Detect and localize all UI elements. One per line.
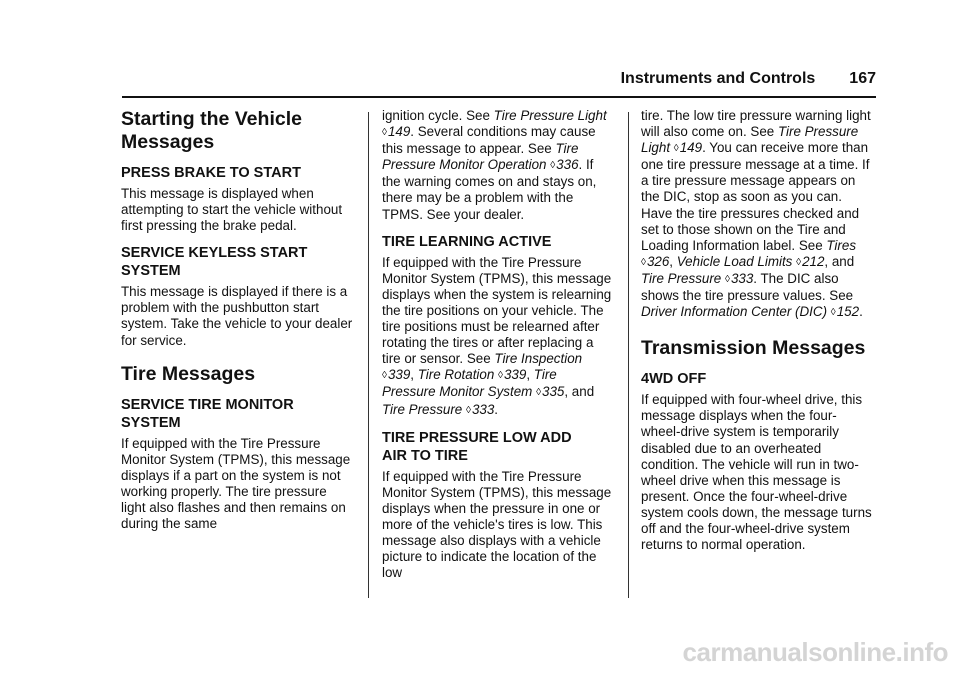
text: . You can receive more than one tire pressure message at a time. If a tire pressure message appears on the DIC, stop as soon as you can. Have the tire pressures checked and set to those shown on the Tire and Loading Information label. See [641,140,870,253]
text: , [410,367,418,383]
page-ref-number[interactable]: 339 [503,367,527,383]
page-ref-icon: ◊ [498,370,503,382]
page-ref-number[interactable]: 149 [679,140,703,156]
link-tire-pressure-light[interactable]: Tire Pressure Light [493,108,607,123]
column-2 [382,108,614,581]
page-ref-number[interactable]: 333 [471,401,495,417]
paragraph-press-brake: This message is displayed when attempting to start the vehicle without first pressing the brake pedal. [121,186,343,234]
link-tpm-system[interactable]: Tire Pressure Monitor System [382,367,557,400]
page-number: 167 [849,70,876,87]
paragraph-4wd-off: If equipped with four-wheel drive, this message displays when the four-wheel-drive system is temporarily disabled due to an overheated condition. The vehicle will run in two-wheel drive when this message is present. Once the four-wheel-drive system cools down, the message turns off and the four-wheel-drive system returns to normal operation. [641,392,872,553]
heading-line: SERVICE KEYLESS START [121,245,308,262]
page-ref-number[interactable]: 339 [387,367,411,383]
heading-tire-pressure-low [382,429,614,465]
heading-tire-learning-active: TIRE LEARNING ACTIVE [382,233,552,250]
link-tire-pressure-light[interactable]: Tire Pressure Light [641,124,859,156]
text: . The DIC also shows the tire pressure values. See [641,270,854,304]
page-ref-icon: ◊ [641,256,646,268]
column-divider [628,112,629,598]
watermark: carmanualsonline.info [682,637,948,667]
page-ref-number[interactable]: 212 [802,253,825,269]
page-header [122,70,876,98]
page-ref-icon: ◊ [673,143,679,155]
text: , [526,367,534,383]
page-ref-icon: ◊ [465,404,471,416]
page-ref-icon: ◊ [796,256,802,268]
text: , and [824,253,855,269]
heading-line: Starting the Vehicle [121,108,302,130]
page-ref-icon: ◊ [550,160,556,172]
page-ref-number[interactable]: 336 [556,157,579,173]
heading-line: AIR TO TIRE [382,447,468,464]
heading-transmission-messages: Transmission Messages [641,337,866,360]
text: tire. The low tire pressure warning light will also come on. See [641,108,871,140]
text: . If the warning comes on and stays on, there may be a problem with the TPMS. See your dealer. [382,157,597,222]
text: . Several conditions may cause this message to appear. See [382,124,596,157]
page-ref-icon: ◊ [536,387,542,399]
page-ref-number[interactable]: 152 [836,304,860,320]
page-ref-icon: ◊ [724,273,730,285]
page-ref-number[interactable]: 335 [542,384,565,400]
link-tire-inspection[interactable]: Tire Inspection [494,351,583,367]
link-vehicle-load-limits[interactable]: Vehicle Load Limits [676,253,793,269]
link-tire-pressure[interactable]: Tire Pressure [641,270,722,286]
paragraph-tire-learning [382,255,614,419]
text: , [669,253,677,269]
page-ref-number[interactable]: 333 [730,270,754,286]
column-3 [641,108,873,553]
text: . [494,401,499,417]
heading-service-tire-monitor [121,396,353,432]
column-1 [121,108,353,532]
heading-line: TIRE PRESSURE LOW ADD [382,429,572,446]
heading-line: Messages [121,131,215,153]
text: . [859,304,863,320]
page-ref-icon: ◊ [382,127,387,139]
link-tpm-operation[interactable]: Tire Pressure Monitor Operation [382,141,579,173]
page-ref-icon: ◊ [830,307,836,319]
heading-starting-vehicle-messages [121,108,353,154]
heading-line: SYSTEM [121,263,181,280]
heading-tire-messages: Tire Messages [121,362,256,385]
text: If equipped with the Tire Pressure Monitor System (TPMS), this message displays when the system is relearning the tire positions on your vehicle. The tire positions must be relearned after rotating the tires or after replacing a tire or sensor. See [382,254,612,367]
heading-press-brake: PRESS BRAKE TO START [121,165,301,181]
heading-line: SYSTEM [121,414,181,431]
section-title: Instruments and Controls [620,70,816,87]
link-tire-pressure[interactable]: Tire Pressure [382,401,463,417]
text: , and [564,384,595,400]
paragraph-tire-pressure-low: If equipped with the Tire Pressure Monitor System (TPMS), this message displays when the pressure in one or more of the vehicle's tires is low. This message also displays with a vehicle picture to indicate the location of the low [382,468,612,581]
paragraph-service-tire: If equipped with the Tire Pressure Monitor System (TPMS), this message displays if a part on the system is not working properly. The tire pressure light also flashes and then remains on during the same [121,435,351,532]
link-tires[interactable]: Tires [826,237,857,253]
page-ref-icon: ◊ [382,370,387,382]
heading-4wd-off: 4WD OFF [641,371,707,388]
page-ref-number[interactable]: 149 [387,124,411,140]
link-dic[interactable]: Driver Information Center (DIC) [641,304,828,320]
text: ignition cycle. See [382,108,494,123]
paragraph-continuation [641,108,873,321]
column-divider [368,112,369,598]
page-ref-number[interactable]: 326 [646,253,670,269]
paragraph-service-keyless: This message is displayed if there is a problem with the pushbutton start system. Take the vehicle to your dealer for service. [121,284,353,348]
heading-service-keyless [121,244,353,280]
paragraph-continuation [382,108,614,223]
link-tire-rotation[interactable]: Tire Rotation [417,367,495,383]
heading-line: SERVICE TIRE MONITOR [121,396,294,413]
